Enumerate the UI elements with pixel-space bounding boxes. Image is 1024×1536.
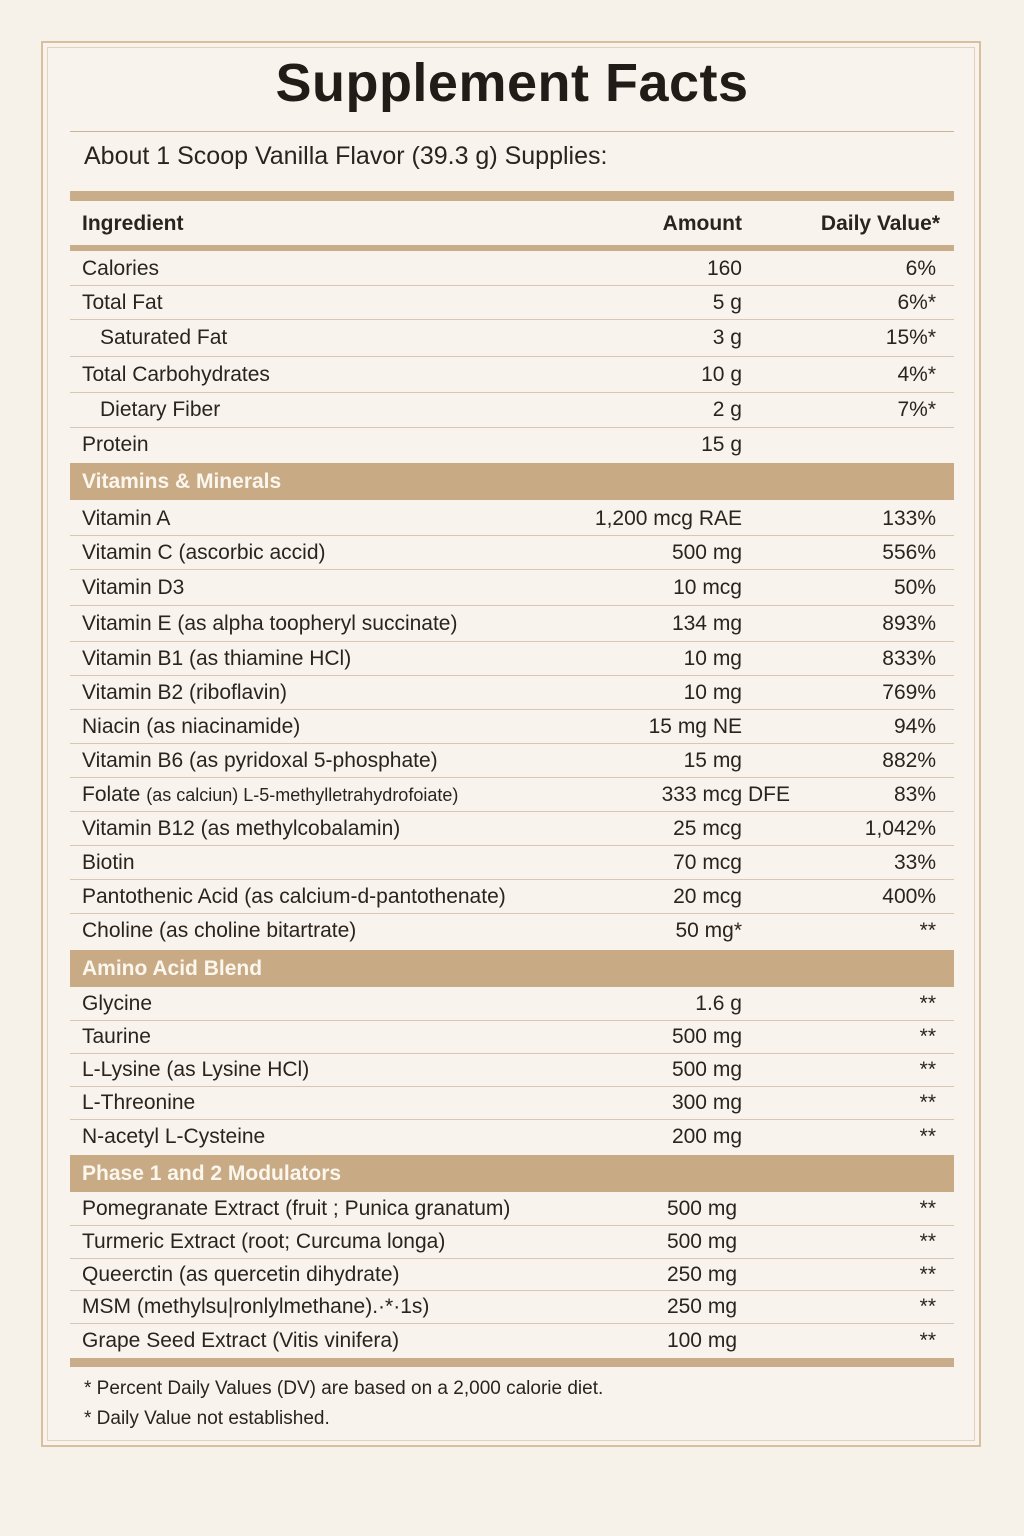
table-row: Queerctin (as quercetin dihydrate) 250 mg ** <box>70 1259 954 1291</box>
table-row: MSM (methylsu|ronlylmethane).·*·1s) 250 mg ** <box>70 1291 954 1324</box>
table-row: Pomegranate Extract (fruit ; Punica granatum) 500 mg ** <box>70 1193 954 1226</box>
header-amount: Amount <box>662 212 742 235</box>
table-row: Folate (as calciun) L-5-methylletrahydrofoiate) 333 mcg DFE 83% <box>70 778 954 812</box>
table-row: Protein 15 g <box>82 433 742 456</box>
table-row: Glycine 1.6 g ** <box>70 988 954 1021</box>
title-divider <box>70 131 954 132</box>
table-header <box>70 203 954 245</box>
table-row: Vitamin D3 10 mcg 50% <box>70 570 954 606</box>
page-title: Supplement Facts <box>275 53 749 113</box>
thick-divider-header <box>70 245 954 251</box>
footnote-dv: * Percent Daily Values (DV) are based on a 2,000 calorie diet. <box>84 1378 604 1399</box>
table-row: Turmeric Extract (root; Curcuma longa) 500 mg ** <box>70 1226 954 1259</box>
table-row: Vitamin E (as alpha toopheryl succinate) 134 mg 893% <box>70 606 954 642</box>
footnote-not-established: * Daily Value not established. <box>84 1408 330 1429</box>
table-row: Vitamin B1 (as thiamine HCl) 10 mg 833% <box>70 642 954 676</box>
table-row: N-acetyl L-Cysteine 200 mg ** <box>82 1124 936 1148</box>
thick-divider-bottom <box>70 1358 954 1367</box>
header-daily-value: Daily Value* <box>820 212 940 235</box>
table-row: Vitamin B2 (riboflavin) 10 mg 769% <box>70 676 954 710</box>
section-header-amino: Amino Acid Blend <box>70 950 954 987</box>
table-row: Vitamin C (ascorbic accid) 500 mg 556% <box>70 536 954 570</box>
table-row: Grape Seed Extract (Vitis vinifera) 100 mg ** <box>82 1328 936 1352</box>
table-row: Choline (as choline bitartrate) 50 mg* ** <box>82 919 936 942</box>
table-row: Biotin 70 mcg 33% <box>70 846 954 880</box>
serving-size: About 1 Scoop Vanilla Flavor (39.3 g) Supplies: <box>84 142 608 170</box>
header-ingredient: Ingredient <box>82 212 184 235</box>
thick-divider-top <box>70 191 954 201</box>
table-row: Vitamin A 1,200 mcg RAE 133% <box>70 502 954 536</box>
table-row: Taurine 500 mg ** <box>70 1021 954 1054</box>
table-row: Saturated Fat 3 g 15%* <box>70 320 954 357</box>
table-row: Calories 160 6% <box>70 252 954 286</box>
table-row: Vitamin B6 (as pyridoxal 5-phosphate) 15 mg 882% <box>70 744 954 778</box>
table-row: Vitamin B12 (as methylcobalamin) 25 mcg 1,042% <box>70 812 954 846</box>
table-row: L-Threonine 300 mg ** <box>70 1087 954 1120</box>
table-row: Pantothenic Acid (as calcium-d-pantothenate) 20 mcg 400% <box>70 880 954 914</box>
table-row: Dietary Fiber 2 g 7%* <box>70 393 954 428</box>
table-row: Total Fat 5 g 6%* <box>70 286 954 320</box>
table-row: Total Carbohydrates 10 g 4%* <box>70 357 954 393</box>
section-header-modulators: Phase 1 and 2 Modulators <box>70 1155 954 1192</box>
section-header-vitamins: Vitamins & Minerals <box>70 463 954 500</box>
table-row: Niacin (as niacinamide) 15 mg NE 94% <box>70 710 954 744</box>
table-row: L-Lysine (as Lysine HCl) 500 mg ** <box>70 1054 954 1087</box>
